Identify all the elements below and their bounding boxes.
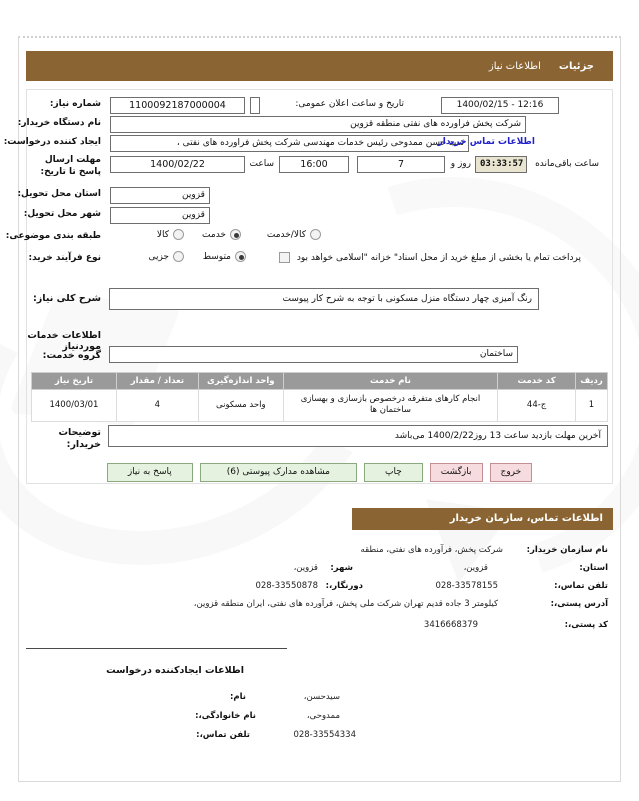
exit-button[interactable]: خروج xyxy=(490,463,533,482)
requester-section-header: اطلاعات ایجادکننده درخواست xyxy=(106,665,244,676)
contact-section-header: اطلاعات تماس، سازمان خریدار xyxy=(352,508,613,530)
th-date: تاریخ نیاز xyxy=(32,373,117,390)
contact-org-value: شرکت پخش، فرآورده های نفتی، منطقه xyxy=(360,545,503,555)
remaining-days-value[interactable]: 7 xyxy=(357,156,445,173)
tab-details[interactable]: جزئیات xyxy=(558,60,594,72)
process-option-minor-label: جزیی xyxy=(148,251,169,262)
contact-address-value: کیلومتر 3 جاده قدیم تهران شرکت ملی پخش، فرآورده های نفتی، ایران منطقه قزوین، xyxy=(193,599,498,609)
cell-unit: واحد مسکونی xyxy=(198,390,283,422)
radio-service-icon[interactable] xyxy=(230,229,241,240)
creator-label-wrap xyxy=(4,137,101,147)
contact-province-value: قزوین، xyxy=(463,563,488,573)
cell-name: انجام کارهای متفرقه درخصوص بازسازی و بهسازی ساختمان ها xyxy=(283,390,497,422)
creator-value[interactable]: سید حسن ممدوحی رئیس خدمات مهندسی شرکت پخش فراورده های نفتی ، xyxy=(110,135,469,152)
table-row xyxy=(32,390,608,422)
contact-address-label: آدرس پستی،: xyxy=(550,599,608,609)
remaining-hours-label: ساعت باقی‌مانده xyxy=(535,159,599,169)
th-unit: واحد اندازه‌گیری xyxy=(198,373,283,390)
summary-label: شرح کلی نیاز: xyxy=(32,293,101,304)
category-label: طبقه بندی موضوعی: xyxy=(5,231,101,241)
tab-bar xyxy=(26,51,613,81)
th-name: نام خدمت xyxy=(283,373,497,390)
buyer-org-label-wrap xyxy=(18,118,101,128)
delivery-city-label: شهر محل تحویل: xyxy=(23,209,101,219)
contact-fax-value: 028-33550878 xyxy=(255,581,318,591)
delivery-city-value[interactable]: قزوین xyxy=(110,207,210,224)
requester-lastname-value: ممدوحی، xyxy=(306,711,340,721)
deadline-label: مهلت ارسال پاسخ تا تاریخ: xyxy=(40,155,101,178)
requester-firstname-label: نام: xyxy=(229,692,246,702)
cell-row: 1 xyxy=(576,390,608,422)
table-header-row xyxy=(32,373,608,390)
category-label-wrap xyxy=(6,231,101,241)
buyer-org-value[interactable]: شرکت پخش فراورده های نفتی منطقه قزوین xyxy=(110,116,526,133)
buyer-org-label: نام دستگاه خریدار: xyxy=(17,118,101,128)
announce-label-wrap xyxy=(295,99,404,109)
action-button-row xyxy=(31,463,608,482)
deadline-time-value[interactable]: 16:00 xyxy=(279,156,349,173)
contact-province-label: استان: xyxy=(579,563,608,573)
contact-divider xyxy=(26,648,287,649)
announce-date-value[interactable]: 1400/02/15 - 12:16 xyxy=(441,97,559,114)
contact-city-label: شهر: xyxy=(330,563,353,573)
radio-minor-icon[interactable] xyxy=(173,251,184,262)
contact-phone-label: تلفن تماس،: xyxy=(554,581,608,591)
respond-button[interactable]: پاسخ به نیاز xyxy=(107,463,193,482)
buyer-contact-link[interactable]: اطلاعات تماس خریدار xyxy=(437,137,535,147)
buyer-notes-label: توضیحات خریدار: xyxy=(58,427,101,451)
cell-date: 1400/03/01 xyxy=(32,390,117,422)
category-option-service[interactable] xyxy=(202,229,241,240)
category-option-service-label: خدمت xyxy=(202,229,226,240)
need-number-value[interactable]: 1100092187000004 xyxy=(110,97,245,114)
process-option-minor[interactable] xyxy=(148,251,184,262)
days-label: روز و xyxy=(450,159,471,169)
delivery-province-value[interactable]: قزوین xyxy=(110,187,210,204)
th-row: ردیف xyxy=(576,373,608,390)
process-option-medium-label: متوسط xyxy=(202,251,231,262)
announce-date-label: تاریخ و ساعت اعلان عمومی: xyxy=(295,99,404,109)
process-type-label: نوع فرآیند خرید: xyxy=(28,253,101,263)
back-button[interactable]: بازگشت xyxy=(430,463,483,482)
summary-value[interactable]: رنگ آمیزی چهار دستگاه منزل مسکونی با توجه به شرح کار پیوست xyxy=(109,288,539,310)
requester-phone-label: تلفن تماس،: xyxy=(196,730,250,740)
process-option-medium[interactable] xyxy=(203,251,246,262)
deadline-label-wrap xyxy=(39,154,101,179)
payment-checkbox[interactable] xyxy=(279,252,290,263)
services-section-title: اطلاعات خدمات موردنیاز xyxy=(27,330,101,352)
city-label-wrap xyxy=(24,209,101,219)
cell-qty: 4 xyxy=(116,390,198,422)
service-group-value[interactable]: ساختمان xyxy=(109,346,518,363)
field-need-number xyxy=(50,99,101,109)
category-option-goods-service[interactable] xyxy=(267,229,321,240)
creator-label: ایجاد کننده درخواست: xyxy=(3,137,101,147)
th-code: کد خدمت xyxy=(498,373,576,390)
view-attachments-button[interactable]: مشاهده مدارک پیوستی (6) xyxy=(200,463,357,482)
contact-fax-label: دورنگار،: xyxy=(325,581,363,591)
hour-label: ساعت xyxy=(249,159,274,169)
print-button[interactable]: چاپ xyxy=(364,463,423,482)
contact-city-value: قزوین، xyxy=(293,563,318,573)
category-option-goods[interactable] xyxy=(157,229,184,240)
radio-medium-icon[interactable] xyxy=(235,251,246,262)
radio-goods-icon[interactable] xyxy=(173,229,184,240)
contact-postal-label: کد پستی،: xyxy=(564,620,608,630)
buyer-notes-value[interactable]: آخرین مهلت بازدید ساعت 13 روز1400/2/22 می‌باشد xyxy=(108,425,608,447)
service-group-label: گروه خدمت: xyxy=(42,350,101,361)
contact-org-label: نام سازمان خریدار: xyxy=(526,545,608,555)
countdown-timer: 03:33:57 xyxy=(475,156,527,173)
contact-phone-value: 028-33578155 xyxy=(435,581,498,591)
services-table xyxy=(31,372,608,422)
contact-postal-value: 3416668379 xyxy=(423,620,478,630)
payment-note-label: پرداخت تمام یا بخشی از مبلغ خرید از محل اسناد" خزانه "اسلامی خواهد بود xyxy=(296,253,581,263)
deadline-date-value[interactable]: 1400/02/22 xyxy=(110,156,245,173)
cell-code: ج-44 xyxy=(498,390,576,422)
radio-goods-service-icon[interactable] xyxy=(310,229,321,240)
province-label-wrap xyxy=(17,189,101,199)
need-number-label: شماره نیاز: xyxy=(49,99,101,109)
category-option-goods-service-label: کالا/خدمت xyxy=(266,229,306,240)
requester-phone-value: 028-33554334 xyxy=(293,730,356,740)
requester-lastname-label: نام خانوادگی،: xyxy=(195,711,256,721)
process-label-wrap xyxy=(28,253,101,263)
th-qty: تعداد / مقدار xyxy=(116,373,198,390)
category-option-goods-label: کالا xyxy=(156,229,169,240)
tab-need-info[interactable]: اطلاعات نیاز xyxy=(488,60,541,72)
requester-firstname-value: سیدحسن، xyxy=(303,692,340,702)
delivery-province-label: استان محل تحویل: xyxy=(17,189,101,199)
